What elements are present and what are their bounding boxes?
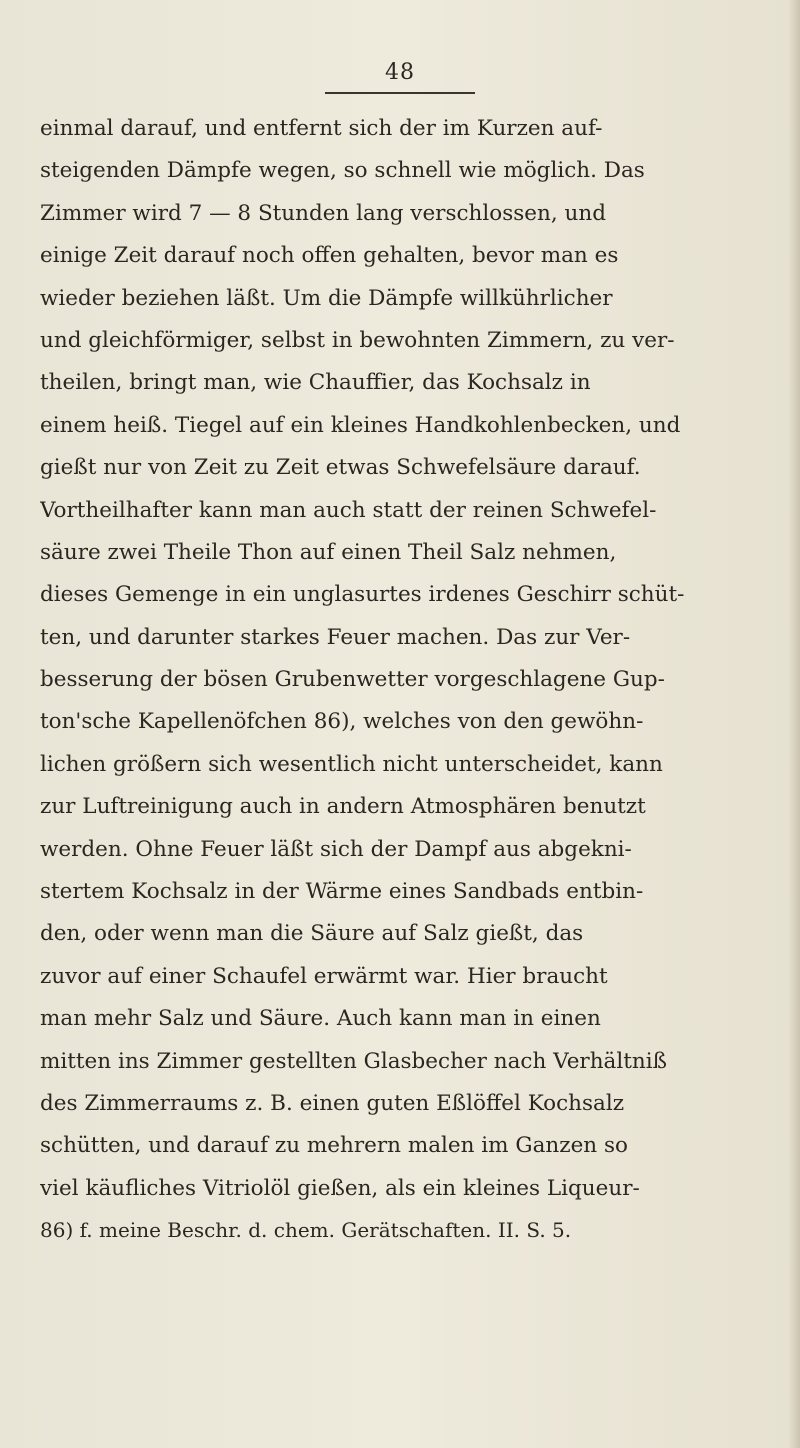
footnote: 86) f. meine Beschr. d. chem. Gerätschaften. II. S. 5. [40, 1218, 572, 1243]
text-line: gießt nur von Zeit zu Zeit etwas Schwefelsäure darauf. [40, 455, 641, 481]
text-line: und gleichförmiger, selbst in bewohnten Zimmern, zu ver- [40, 327, 675, 353]
text-line: werden. Ohne Feuer läßt sich der Dampf aus abgekni- [40, 836, 632, 862]
text-line: dieses Gemenge in ein unglasurtes irdenes Geschirr schüt- [40, 582, 685, 608]
text-line: des Zimmerraums z. B. einen guten Eßlöffel Kochsalz [40, 1090, 625, 1116]
text-line: den, oder wenn man die Säure auf Salz gießt, das [40, 921, 584, 947]
text-line: Vortheilhafter kann man auch statt der reinen Schwefel- [40, 497, 657, 523]
text-line: ton'sche Kapellenöfchen 86), welches von den gewöhn- [40, 709, 644, 735]
text-line: besserung der bösen Grubenwetter vorgeschlagene Gup- [40, 667, 665, 693]
text-line: schütten, und darauf zu mehrern malen im Ganzen so [40, 1133, 628, 1159]
text-line: lichen größern sich wesentlich nicht unterscheidet, kann [40, 751, 663, 777]
text-line: zur Luftreinigung auch in andern Atmosphären benutzt [40, 794, 646, 820]
header-rule [325, 92, 475, 94]
page-number: 48 [385, 60, 415, 85]
page-edge-shadow [788, 0, 800, 1448]
text-line: ten, und darunter starkes Feuer machen. Das zur Ver- [40, 624, 631, 650]
text-line: Zimmer wird 7 — 8 Stunden lang verschlossen, und [40, 200, 606, 226]
text-line: einige Zeit darauf noch offen gehalten, bevor man es [40, 243, 619, 269]
text-line: zuvor auf einer Schaufel erwärmt war. Hier braucht [40, 963, 608, 989]
text-line: theilen, bringt man, wie Chauffier, das Kochsalz in [40, 370, 591, 396]
text-line: stertem Kochsalz in der Wärme eines Sandbads entbin- [40, 879, 644, 905]
text-line: wieder beziehen läßt. Um die Dämpfe willkührlicher [40, 285, 613, 311]
body-text [40, 108, 780, 1250]
text-line: steigenden Dämpfe wegen, so schnell wie möglich. Das [40, 158, 645, 184]
text-line: einem heiß. Tiegel auf ein kleines Handkohlenbecken, und [40, 412, 681, 438]
text-line: mitten ins Zimmer gestellten Glasbecher nach Verhältniß [40, 1048, 667, 1074]
text-line: viel käufliches Vitriolöl gießen, als ein kleines Liqueur- [40, 1175, 640, 1201]
text-line: säure zwei Theile Thon auf einen Theil Salz nehmen, [40, 539, 617, 565]
text-line: einmal darauf, und entfernt sich der im Kurzen auf- [40, 116, 603, 141]
text-line: man mehr Salz und Säure. Auch kann man in einen [40, 1006, 601, 1032]
